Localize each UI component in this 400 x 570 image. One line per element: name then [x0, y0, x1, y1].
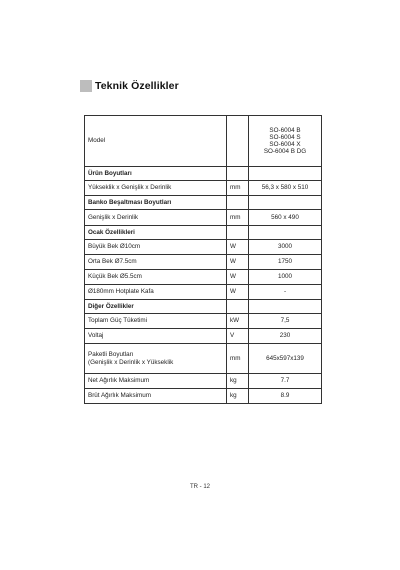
row-value: 1750 — [249, 255, 322, 270]
model-value: SO-6004 B — [269, 126, 301, 134]
row-unit: kW — [227, 314, 249, 329]
row-unit: W — [227, 255, 249, 270]
row-label: Voltaj — [85, 329, 227, 344]
section-header-row — [85, 300, 322, 314]
row-label-line: Paketli Boyutları — [88, 351, 134, 359]
row-value: - — [249, 285, 322, 300]
row-label: Toplam Güç Tüketimi — [85, 314, 227, 329]
row-label: Orta Bek Ø7.5cm — [85, 255, 227, 270]
section-header: Ürün Boyutları — [85, 167, 227, 181]
row-label: Yükseklik x Genişlik x Derinlik — [85, 181, 227, 196]
row-label: Büyük Bek Ø10cm — [85, 240, 227, 255]
row-value: 230 — [249, 329, 322, 344]
table-row — [85, 389, 322, 404]
row-label: Net Ağırlık Maksimum — [85, 374, 227, 389]
section-header-row — [85, 226, 322, 240]
table-row — [85, 210, 322, 226]
row-value: 8.9 — [249, 389, 322, 404]
row-value: 645x597x139 — [249, 344, 322, 374]
heading-square-icon — [80, 80, 92, 92]
spec-table — [84, 115, 322, 404]
section-header-row — [85, 196, 322, 210]
row-label: Ø180mm Hotplate Kafa — [85, 285, 227, 300]
page-number: TR - 12 — [189, 484, 210, 490]
row-label: Brüt Ağırlık Maksimum — [85, 389, 227, 404]
table-row — [85, 344, 322, 374]
row-value: 7.7 — [249, 374, 322, 389]
row-unit: mm — [227, 181, 249, 196]
model-row — [85, 116, 322, 167]
row-unit: kg — [227, 389, 249, 404]
model-unit — [227, 116, 249, 167]
section-header: Ocak Özellikleri — [85, 226, 227, 240]
table-row — [85, 314, 322, 329]
table-row — [85, 329, 322, 344]
model-value: SO-6004 S — [269, 133, 301, 141]
section-header: Diğer Özellikler — [85, 300, 227, 314]
row-label: Küçük Bek Ø5.5cm — [85, 270, 227, 285]
section-heading — [80, 79, 179, 93]
row-unit: V — [227, 329, 249, 344]
table-row — [85, 240, 322, 255]
row-unit: kg — [227, 374, 249, 389]
section-header: Banko Beşaltması Boyutları — [85, 196, 227, 210]
table-row — [85, 255, 322, 270]
model-values — [249, 116, 322, 167]
row-label — [85, 344, 227, 374]
table-row — [85, 374, 322, 389]
table-row — [85, 285, 322, 300]
row-unit: mm — [227, 210, 249, 226]
row-unit: W — [227, 285, 249, 300]
row-unit: W — [227, 270, 249, 285]
row-value: 1000 — [249, 270, 322, 285]
row-value: 3000 — [249, 240, 322, 255]
row-unit: W — [227, 240, 249, 255]
model-label: Model — [85, 116, 227, 167]
table-row — [85, 270, 322, 285]
row-label: Genişlik x Derinlik — [85, 210, 227, 226]
row-unit: mm — [227, 344, 249, 374]
section-header-row — [85, 167, 322, 181]
table-row — [85, 181, 322, 196]
row-value: 7,5 — [249, 314, 322, 329]
model-value: SO-6004 X — [269, 141, 301, 148]
row-label-line: (Genişlik x Derinlik x Yükseklik — [88, 358, 174, 366]
row-value: 560 x 490 — [249, 210, 322, 226]
row-value: 56,3 x 580 x 510 — [249, 181, 322, 196]
section-title: Teknik Özellikler — [95, 80, 179, 92]
model-value: SO-6004 B DG — [263, 148, 307, 156]
